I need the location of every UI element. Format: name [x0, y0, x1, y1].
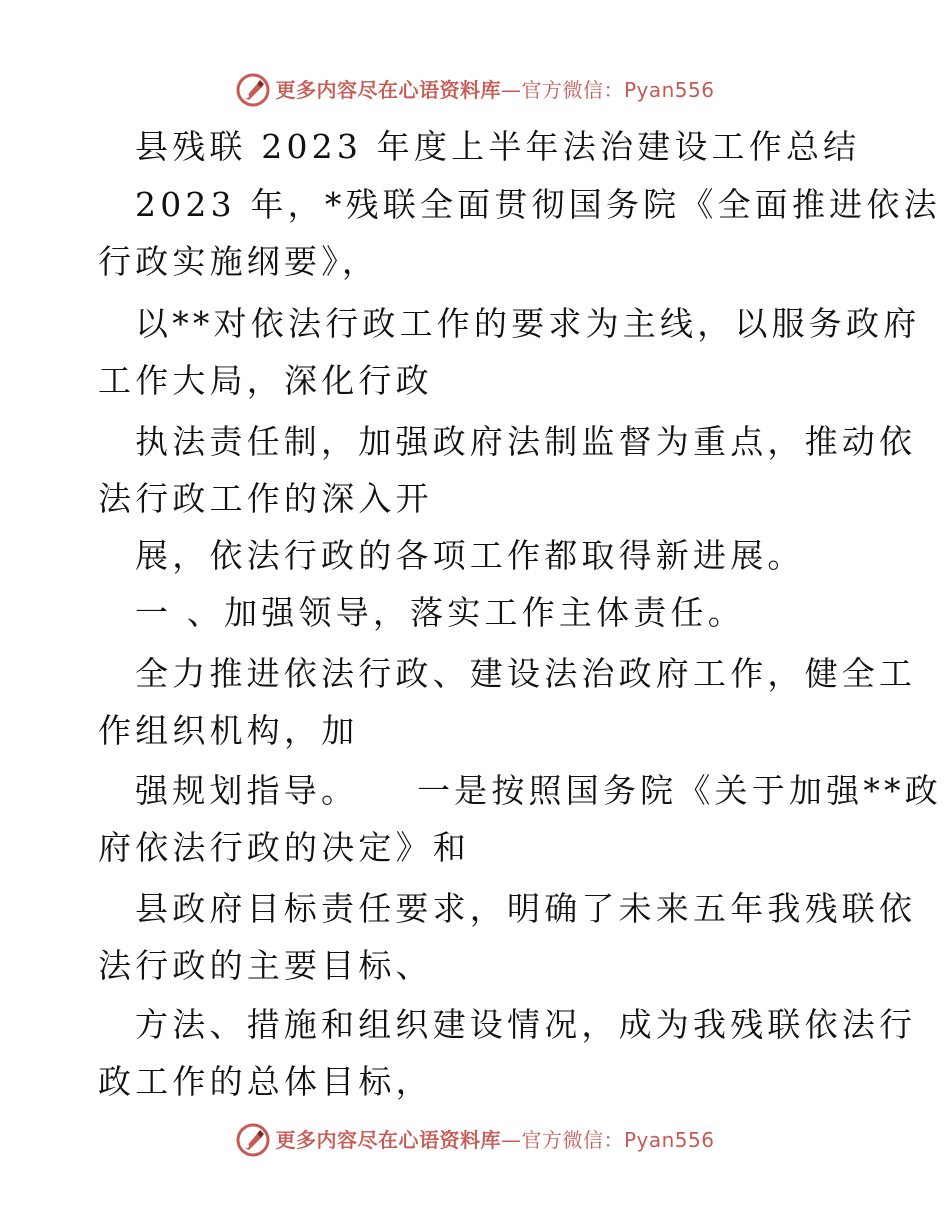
paragraph-line: 全力推进依法行政、建设法治政府工作，健全工 — [135, 654, 917, 693]
pen-nib-logo-icon — [235, 1122, 271, 1158]
paragraph-line: 工作大局，深化行政 — [98, 361, 433, 400]
paragraph-line: 方法、措施和组织建设情况，成为我残联依法行 — [135, 1005, 917, 1044]
watermark-brand: 更多内容尽在心语资料库 — [275, 78, 501, 102]
footer-watermark — [0, 1120, 950, 1160]
paragraph-line: 府依法行政的决定》和 — [98, 828, 470, 867]
watermark-contact: —官方微信：Pyan556 — [500, 1128, 715, 1152]
paragraph-line: 法行政工作的深入开 — [98, 479, 433, 518]
paragraph-line: 执法责任制，加强政府法制监督为重点，推动依 — [135, 422, 917, 461]
paragraph-line: 行政实施纲要》， — [98, 242, 380, 281]
document-title: 县残联 2023 年度上半年法治建设工作总结 — [135, 127, 861, 166]
paragraph-line: 政工作的总体目标， — [98, 1062, 433, 1101]
paragraph-line: 法行政的主要目标、 — [98, 946, 433, 985]
paragraph-line: 强规划指导。 一是按照国务院《关于加强**政 — [135, 771, 942, 810]
watermark-brand: 更多内容尽在心语资料库 — [275, 1128, 501, 1152]
paragraph-line: 2023 年，*残联全面贯彻国务院《全面推进依法 — [135, 185, 941, 224]
paragraph-line: 县政府目标责任要求，明确了未来五年我残联依 — [135, 889, 917, 928]
paragraph-line: 作组织机构，加 — [98, 711, 359, 750]
watermark-contact: —官方微信：Pyan556 — [500, 78, 715, 102]
watermark-text — [275, 1130, 714, 1150]
paragraph-line: 以**对依法行政工作的要求为主线，以服务政府 — [135, 304, 921, 343]
paragraph-line: 展，依法行政的各项工作都取得新进展。 — [135, 536, 805, 575]
section-heading: 一 、加强领导，落实工作主体责任。 — [135, 593, 745, 632]
